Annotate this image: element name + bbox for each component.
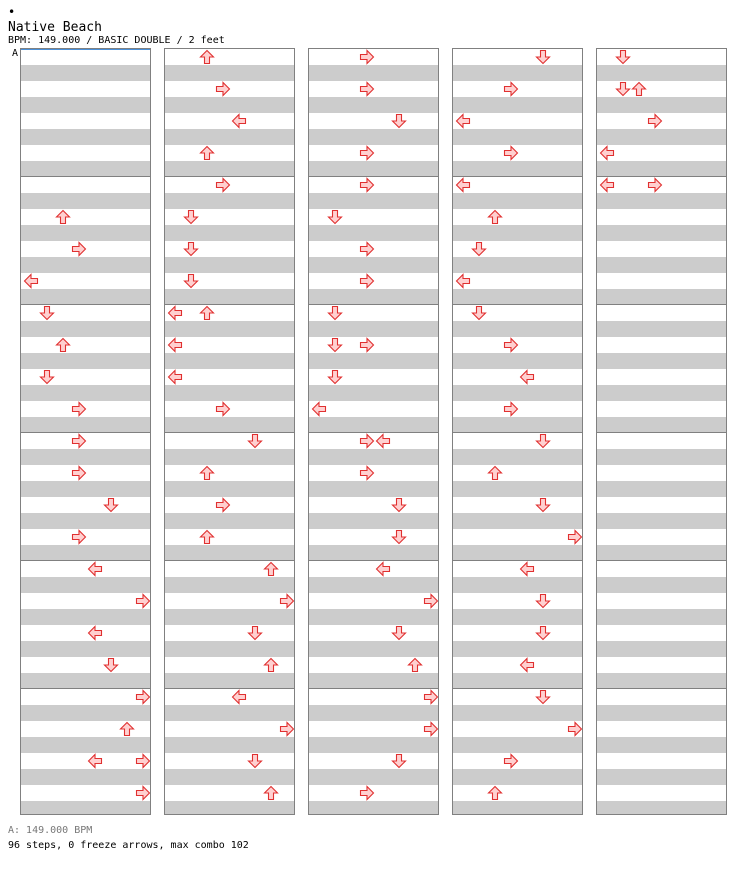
beat-stripe [21,129,150,145]
arrow-down-icon [535,49,551,65]
arrow-down-icon [615,49,631,65]
beat-stripe [21,801,150,815]
beat-stripe [165,769,294,785]
beat-stripe [165,97,294,113]
measure-line [21,560,150,561]
arrow-right-icon [423,689,439,705]
beat-stripe [453,321,582,337]
arrow-left-icon [519,657,535,673]
beat-stripe [21,353,150,369]
beat-stripe [309,193,438,209]
beat-stripe [165,193,294,209]
beat-stripe [165,641,294,657]
beat-stripe [309,321,438,337]
arrow-up-icon [263,785,279,801]
beat-stripe [21,769,150,785]
arrow-down-icon [471,305,487,321]
beat-stripe [309,545,438,561]
measure-line [453,176,582,177]
beat-stripe [597,513,726,529]
beat-stripe [309,641,438,657]
arrow-right-icon [71,401,87,417]
arrow-left-icon [375,433,391,449]
beat-stripe [21,673,150,689]
beat-stripe [165,513,294,529]
arrow-right-icon [215,497,231,513]
beat-stripe [453,513,582,529]
beat-stripe [21,481,150,497]
measure-line [165,688,294,689]
beat-stripe [453,737,582,753]
beat-stripe [309,225,438,241]
arrow-right-icon [503,81,519,97]
arrow-right-icon [71,529,87,545]
arrow-right-icon [71,433,87,449]
beat-stripe [453,449,582,465]
beat-stripe [309,65,438,81]
beat-stripe [309,673,438,689]
beat-stripe [165,577,294,593]
arrow-right-icon [567,721,583,737]
beat-stripe [453,705,582,721]
measure-line [597,560,726,561]
arrow-up-icon [55,337,71,353]
beat-stripe [597,97,726,113]
measure-line [309,560,438,561]
beat-stripe [453,481,582,497]
beat-stripe [453,257,582,273]
arrow-right-icon [359,785,375,801]
arrow-left-icon [455,113,471,129]
beat-stripe [165,449,294,465]
arrow-up-icon [487,785,503,801]
beat-stripe [453,193,582,209]
beat-stripe [597,225,726,241]
beat-stripe [165,65,294,81]
arrow-right-icon [359,433,375,449]
arrow-left-icon [455,177,471,193]
arrow-right-icon [215,177,231,193]
beat-stripe [165,801,294,815]
arrow-right-icon [215,81,231,97]
beat-stripe [165,161,294,177]
arrow-right-icon [359,273,375,289]
beat-stripe [21,161,150,177]
chart-column-4 [452,48,583,815]
beat-stripe [21,97,150,113]
bpm-marker-label: A [12,48,19,59]
beat-stripe [453,769,582,785]
beat-stripe [21,289,150,305]
arrow-down-icon [391,497,407,513]
arrow-up-icon [199,145,215,161]
measure-line [453,432,582,433]
arrow-down-icon [247,433,263,449]
arrow-down-icon [391,753,407,769]
arrow-right-icon [135,689,151,705]
beat-stripe [21,609,150,625]
beat-stripe [165,705,294,721]
beat-stripe [597,161,726,177]
measure-line [165,432,294,433]
beat-stripe [165,321,294,337]
arrow-down-icon [247,753,263,769]
beat-stripe [597,481,726,497]
arrow-right-icon [71,465,87,481]
beat-stripe [597,193,726,209]
beat-stripe [309,257,438,273]
beat-stripe [309,609,438,625]
arrow-right-icon [423,593,439,609]
beat-stripe [453,801,582,815]
arrow-down-icon [39,305,55,321]
arrow-right-icon [503,145,519,161]
beat-stripe [309,801,438,815]
beat-stripe [309,705,438,721]
beat-stripe [597,417,726,433]
beat-stripe [165,385,294,401]
beat-stripe [165,257,294,273]
arrow-down-icon [327,337,343,353]
arrow-down-icon [615,81,631,97]
beat-stripe [597,577,726,593]
arrow-down-icon [327,209,343,225]
arrow-down-icon [535,625,551,641]
beat-stripe [453,289,582,305]
arrow-up-icon [263,657,279,673]
measure-line [453,560,582,561]
chart-column-5 [596,48,727,815]
measure-line [165,304,294,305]
beat-stripe [309,97,438,113]
arrow-down-icon [103,497,119,513]
beat-stripe [309,513,438,529]
measure-line [597,432,726,433]
arrow-down-icon [327,305,343,321]
arrow-left-icon [87,561,103,577]
beat-stripe [597,641,726,657]
beat-stripe [453,545,582,561]
arrow-up-icon [487,209,503,225]
beat-stripe [21,737,150,753]
beat-stripe [165,129,294,145]
beat-stripe [21,449,150,465]
arrow-right-icon [135,753,151,769]
song-title: Native Beach [8,20,102,35]
arrow-right-icon [567,529,583,545]
arrow-left-icon [231,113,247,129]
measure-line [597,304,726,305]
arrow-right-icon [279,721,295,737]
arrow-right-icon [503,401,519,417]
arrow-up-icon [407,657,423,673]
arrow-down-icon [103,657,119,673]
arrow-right-icon [359,49,375,65]
beat-stripe [165,481,294,497]
beat-stripe [597,321,726,337]
beat-stripe [597,609,726,625]
beat-stripe [597,449,726,465]
arrow-up-icon [55,209,71,225]
beat-stripe [165,417,294,433]
arrow-right-icon [503,753,519,769]
beat-stripe [309,353,438,369]
beat-stripe [309,481,438,497]
arrow-left-icon [599,145,615,161]
arrow-left-icon [311,401,327,417]
beat-stripe [165,225,294,241]
beat-stripe [309,129,438,145]
measure-line [453,688,582,689]
arrow-down-icon [183,209,199,225]
chart-column-3 [308,48,439,815]
beat-stripe [309,737,438,753]
arrow-down-icon [183,273,199,289]
beat-stripe [453,97,582,113]
beat-stripe [21,385,150,401]
bpm-change-line [21,49,150,50]
beat-stripe [165,673,294,689]
beat-stripe [21,417,150,433]
measure-line [21,176,150,177]
beat-stripe [597,737,726,753]
arrow-right-icon [215,401,231,417]
beat-stripe [309,417,438,433]
title-bullet: • [8,5,16,19]
beat-stripe [597,129,726,145]
arrow-right-icon [359,241,375,257]
beat-stripe [453,161,582,177]
beat-stripe [453,225,582,241]
beat-stripe [453,353,582,369]
beat-stripe [165,609,294,625]
beat-stripe [21,257,150,273]
measure-line [21,688,150,689]
arrow-left-icon [167,337,183,353]
arrow-left-icon [519,561,535,577]
beat-stripe [165,737,294,753]
arrow-down-icon [391,529,407,545]
arrow-down-icon [327,369,343,385]
arrow-right-icon [359,81,375,97]
arrow-left-icon [455,273,471,289]
beat-stripe [309,289,438,305]
arrow-down-icon [391,113,407,129]
beat-stripe [21,705,150,721]
arrow-left-icon [23,273,39,289]
arrow-down-icon [183,241,199,257]
beat-stripe [21,193,150,209]
arrow-right-icon [71,241,87,257]
arrow-up-icon [263,561,279,577]
beat-stripe [309,449,438,465]
arrow-right-icon [423,721,439,737]
arrow-up-icon [631,81,647,97]
beat-stripe [597,65,726,81]
beat-stripe [597,289,726,305]
arrow-down-icon [39,369,55,385]
beat-stripe [453,417,582,433]
beat-stripe [309,577,438,593]
beat-stripe [453,129,582,145]
beat-stripe [597,769,726,785]
arrow-left-icon [231,689,247,705]
arrow-down-icon [471,241,487,257]
arrow-left-icon [519,369,535,385]
beat-stripe [597,545,726,561]
arrow-right-icon [503,337,519,353]
bpm-legend: A: 149.000 BPM [8,825,93,836]
arrow-right-icon [359,337,375,353]
chart-column-2 [164,48,295,815]
beat-stripe [165,353,294,369]
beat-stripe [21,65,150,81]
arrow-down-icon [535,593,551,609]
arrow-up-icon [199,529,215,545]
arrow-up-icon [199,49,215,65]
arrow-right-icon [359,145,375,161]
chart-info: BPM: 149.000 / BASIC DOUBLE / 2 feet [8,35,225,46]
beat-stripe [165,545,294,561]
arrow-right-icon [279,593,295,609]
arrow-right-icon [135,785,151,801]
measure-line [597,688,726,689]
beat-stripe [597,673,726,689]
arrow-down-icon [535,689,551,705]
beat-stripe [21,545,150,561]
measure-line [309,688,438,689]
beat-stripe [21,321,150,337]
arrow-right-icon [135,593,151,609]
beat-stripe [21,513,150,529]
beat-stripe [165,289,294,305]
beat-stripe [597,257,726,273]
beat-stripe [21,641,150,657]
arrow-down-icon [535,433,551,449]
beat-stripe [597,385,726,401]
arrow-up-icon [119,721,135,737]
beat-stripe [309,161,438,177]
beat-stripe [309,385,438,401]
beat-stripe [453,641,582,657]
arrow-right-icon [647,177,663,193]
beat-stripe [597,801,726,815]
arrow-left-icon [87,753,103,769]
arrow-left-icon [167,369,183,385]
beat-stripe [453,609,582,625]
arrow-down-icon [247,625,263,641]
arrow-up-icon [199,465,215,481]
arrow-left-icon [599,177,615,193]
arrow-right-icon [647,113,663,129]
beat-stripe [21,577,150,593]
beat-stripe [597,705,726,721]
arrow-up-icon [487,465,503,481]
arrow-left-icon [87,625,103,641]
chart-column-1 [20,48,151,815]
beat-stripe [309,769,438,785]
arrow-down-icon [535,497,551,513]
arrow-right-icon [359,177,375,193]
arrow-left-icon [167,305,183,321]
beat-stripe [21,225,150,241]
arrow-right-icon [359,465,375,481]
arrow-up-icon [199,305,215,321]
chart-stats: 96 steps, 0 freeze arrows, max combo 102 [8,840,249,851]
arrow-down-icon [391,625,407,641]
beat-stripe [453,577,582,593]
beat-stripe [453,673,582,689]
beat-stripe [453,385,582,401]
beat-stripe [597,353,726,369]
beat-stripe [453,65,582,81]
arrow-left-icon [375,561,391,577]
